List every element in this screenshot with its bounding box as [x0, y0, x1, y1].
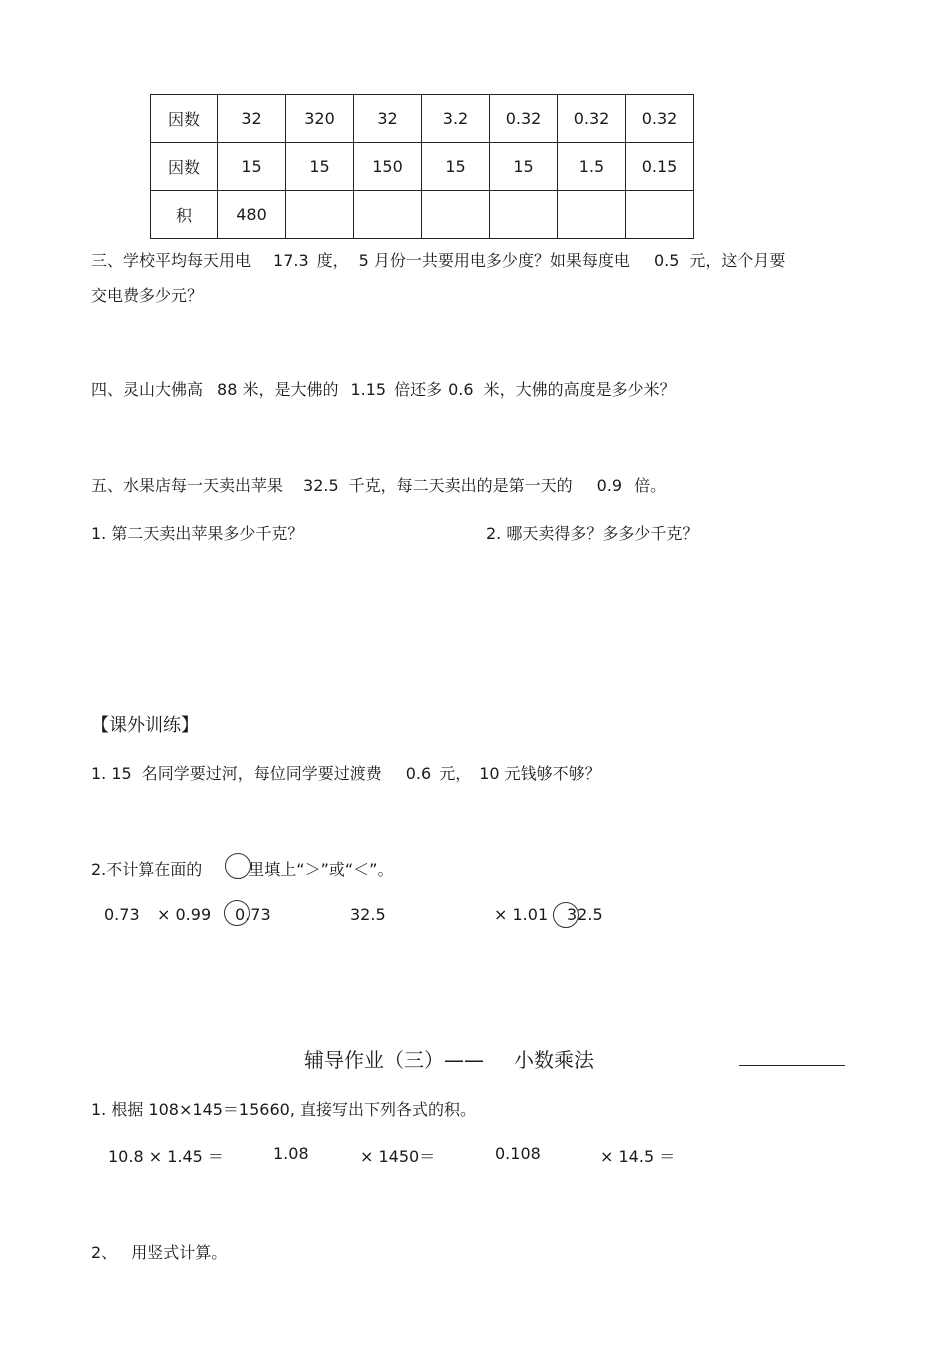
table-cell: 15 [286, 143, 354, 191]
name-blank-line[interactable] [739, 1065, 845, 1066]
table-cell: 0.32 [490, 95, 558, 143]
table-cell-blank[interactable] [422, 191, 490, 239]
table-row [151, 143, 694, 191]
table-cell: 0.32 [626, 95, 694, 143]
row-label: 积 [151, 191, 218, 239]
table-cell-blank[interactable] [558, 191, 626, 239]
compare-expr-1-left: 0.73 [104, 905, 140, 924]
expr-3-right: × 14.5 ＝ [600, 1147, 676, 1166]
extra-question-2: 2.不计算在面的 里填上“＞”或“＜”。 [91, 860, 394, 879]
question-5-sub-2: 2. 哪天卖得多？多多少千克？ [486, 524, 699, 543]
factor-product-table [150, 94, 694, 239]
table-row [151, 191, 694, 239]
table-cell-blank[interactable] [490, 191, 558, 239]
table-cell-blank[interactable] [354, 191, 422, 239]
question-5-sub-1: 1. 第二天卖出苹果多少千克？ [91, 524, 304, 543]
compare-expr-2-mult: × 1.01 [494, 905, 549, 924]
compare-expr-1-right: 0.73 [235, 905, 271, 924]
table-cell-blank[interactable] [286, 191, 354, 239]
extra-question-1: 1. 15 名同学要过河，每位同学要过渡费 0.6 元， 10 元钱够不够？ [91, 764, 601, 783]
row-label: 因数 [151, 143, 218, 191]
table-cell: 3.2 [422, 95, 490, 143]
expr-1: 10.8 × 1.45 ＝ [108, 1147, 224, 1166]
compare-expr-1-mult: × 0.99 [157, 905, 212, 924]
question-4: 四、灵山大佛高 88 米，是大佛的 1.15 倍还多 0.6 米，大佛的高度是多少米？ [91, 380, 676, 399]
table-cell: 320 [286, 95, 354, 143]
comparison-circle-icon [225, 853, 251, 879]
compare-expr-2-right: 32.5 [567, 905, 603, 924]
table-cell: 150 [354, 143, 422, 191]
table-cell: 0.15 [626, 143, 694, 191]
table-cell: 15 [422, 143, 490, 191]
table-cell: 1.5 [558, 143, 626, 191]
table-cell: 32 [218, 95, 286, 143]
hw-question-2: 2、 用竖式计算。 [91, 1243, 228, 1262]
question-5: 五、水果店每一天卖出苹果 32.5 千克，每二天卖出的是第一天的 0.9 倍。 [91, 476, 667, 495]
table-row [151, 95, 694, 143]
table-cell: 15 [490, 143, 558, 191]
table-cell: 480 [218, 191, 286, 239]
compare-expr-2-left: 32.5 [350, 905, 386, 924]
question-3-line-2: 交电费多少元？ [91, 286, 204, 305]
section-heading: 【课外训练】 [91, 715, 199, 736]
expr-2-left: 1.08 [273, 1144, 309, 1163]
table-cell: 15 [218, 143, 286, 191]
expr-3-left: 0.108 [495, 1144, 541, 1163]
expr-2-right: × 1450＝ [360, 1147, 436, 1166]
table-cell: 32 [354, 95, 422, 143]
row-label: 因数 [151, 95, 218, 143]
table-cell-blank[interactable] [626, 191, 694, 239]
question-3-line-1: 三、学校平均每天用电 17.3 度， 5 月份一共要用电多少度？如果每度电 0.5 元，这个月要 [91, 251, 786, 270]
page-title: 辅导作业（三）—— 小数乘法 [304, 1048, 594, 1072]
hw-question-1: 1. 根据 108×145＝15660, 直接写出下列各式的积。 [91, 1100, 476, 1119]
table-cell: 0.32 [558, 95, 626, 143]
